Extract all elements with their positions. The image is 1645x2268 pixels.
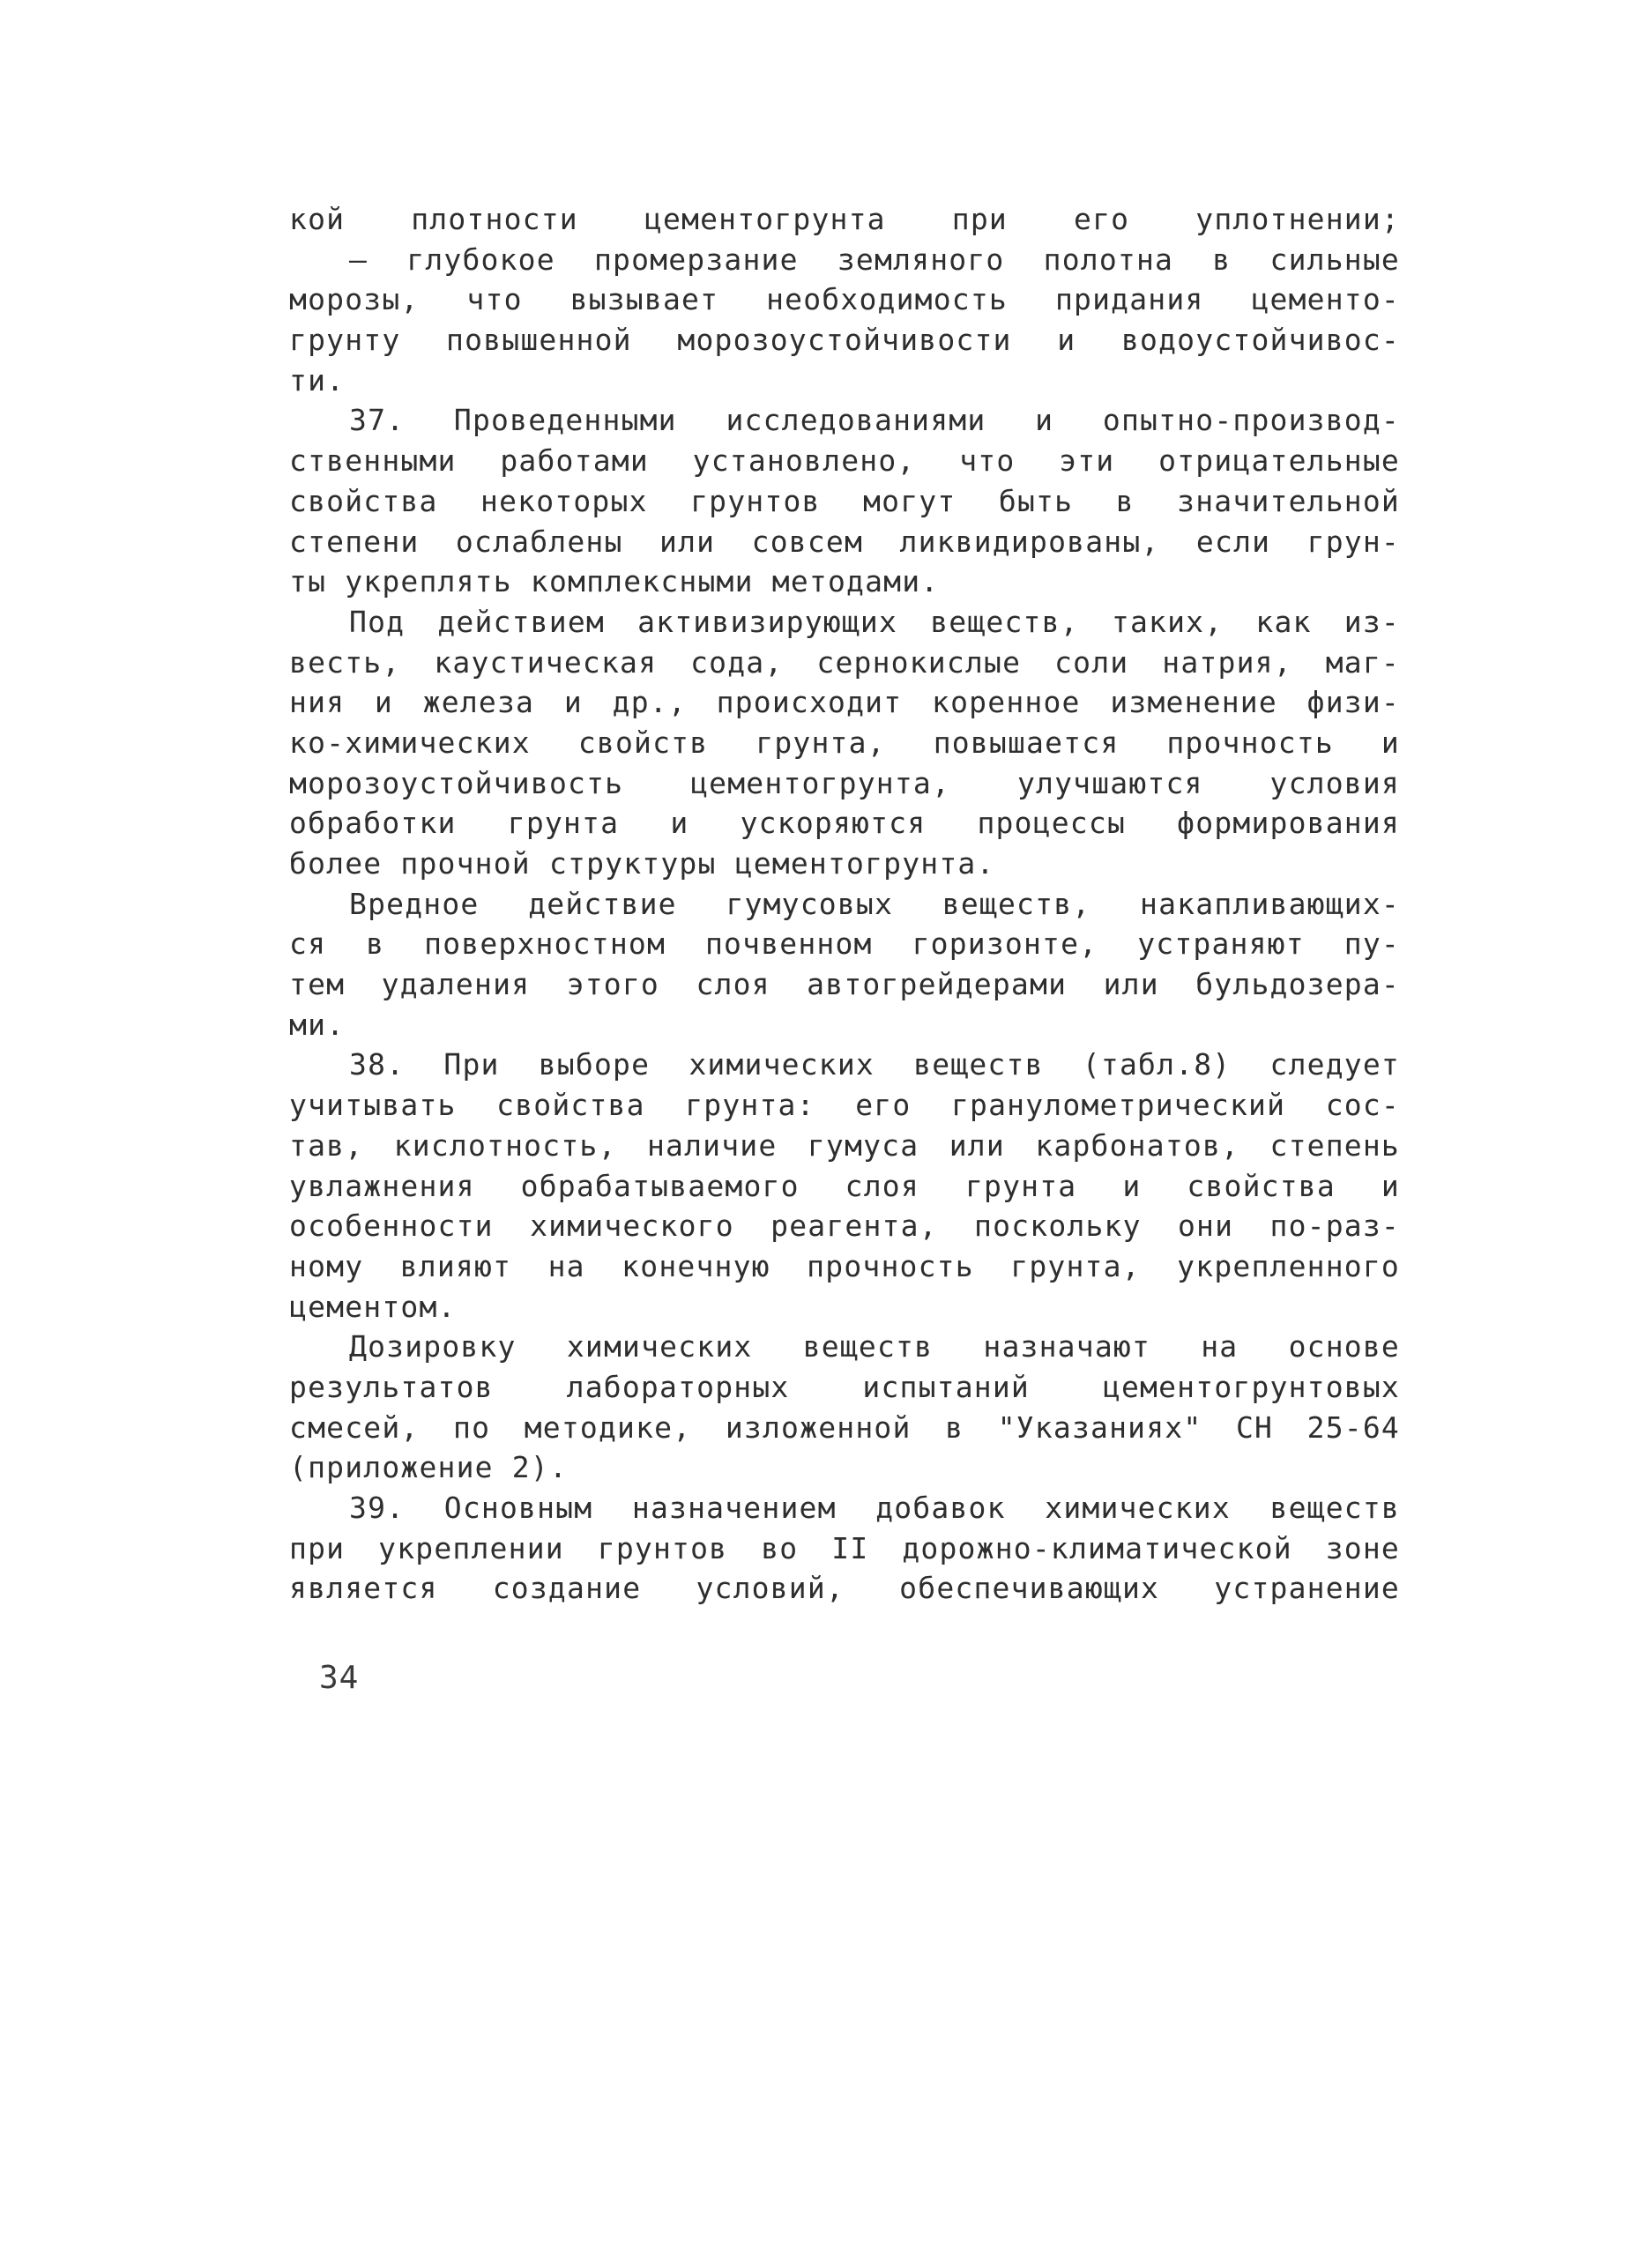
- text-line: Под действием активизирующих веществ, таких, как из-: [349, 604, 1400, 639]
- text-line: ти.: [289, 362, 346, 398]
- text-line: более прочной структуры цементогрунта.: [289, 846, 995, 881]
- text-line: цементом.: [289, 1289, 457, 1324]
- text-line: учитывать свойства грунта: его гранулометрический сос-: [289, 1088, 1400, 1123]
- text-line: морозоустойчивость цементогрунта, улучшаются условия: [289, 765, 1400, 800]
- text-line: Вредное действие гумусовых веществ, накапливающих-: [349, 886, 1400, 921]
- text-line: свойства некоторых грунтов могут быть в значительной: [289, 483, 1400, 518]
- text-line: 37. Проведенными исследованиями и опытно-производ-: [349, 403, 1400, 438]
- text-line: 39. Основным назначением добавок химических веществ: [349, 1491, 1400, 1525]
- text-line: весть, каустическая сода, сернокислые соли натрия, маг-: [289, 644, 1400, 680]
- text-line: ко-химических свойств грунта, повышается прочность и: [289, 725, 1400, 760]
- text-line: Дозировку химических веществ назначают на основе: [349, 1329, 1400, 1365]
- text-line: ся в поверхностном почвенном горизонте, устраняют пу-: [289, 926, 1400, 962]
- text-line: ному влияют на конечную прочность грунта, укрепленного: [289, 1248, 1400, 1283]
- text-line: ственными работами установлено, что эти отрицательные: [289, 443, 1400, 479]
- text-line: ния и железа и др., происходит коренное изменение физи-: [289, 685, 1400, 720]
- text-line: грунту повышенной морозоустойчивости и водоустойчивос-: [289, 323, 1400, 358]
- text-line: при укреплении грунтов во II дорожно-климатической зоне: [289, 1530, 1400, 1565]
- text-line: ты укреплять комплексными методами.: [289, 564, 940, 599]
- text-line: смесей, по методике, изложенной в "Указаниях" СН 25-64: [289, 1409, 1400, 1445]
- text-line: – глубокое промерзание земляного полотна в сильные: [349, 242, 1400, 277]
- text-line: степени ослаблены или совсем ликвидированы, если грун-: [289, 524, 1400, 559]
- text-line: 38. При выборе химических веществ (табл.8) следует: [349, 1047, 1400, 1082]
- text-line: обработки грунта и ускоряются процессы формирования: [289, 806, 1400, 841]
- text-line: тем удаления этого слоя автогрейдерами или бульдозера-: [289, 967, 1400, 1002]
- text-line: результатов лабораторных испытаний цементогрунтовых: [289, 1369, 1400, 1404]
- text-line: тав, кислотность, наличие гумуса или карбонатов, степень: [289, 1127, 1400, 1163]
- text-line: морозы, что вызывает необходимость придания цементо-: [289, 282, 1400, 317]
- text-line: является создание условий, обеспечивающих устранение: [289, 1571, 1400, 1606]
- text-line: увлажнения обрабатываемого слоя грунта и свойства и: [289, 1168, 1400, 1203]
- text-line: (приложение 2).: [289, 1450, 569, 1485]
- text-line: кой плотности цементогрунта при его уплотнении;: [289, 202, 1400, 236]
- text-line: особенности химического реагента, поскольку они по-раз-: [289, 1208, 1400, 1244]
- text-line: ми.: [289, 1007, 346, 1042]
- page-number: 34: [319, 1660, 360, 1696]
- body-text: [289, 199, 1400, 1609]
